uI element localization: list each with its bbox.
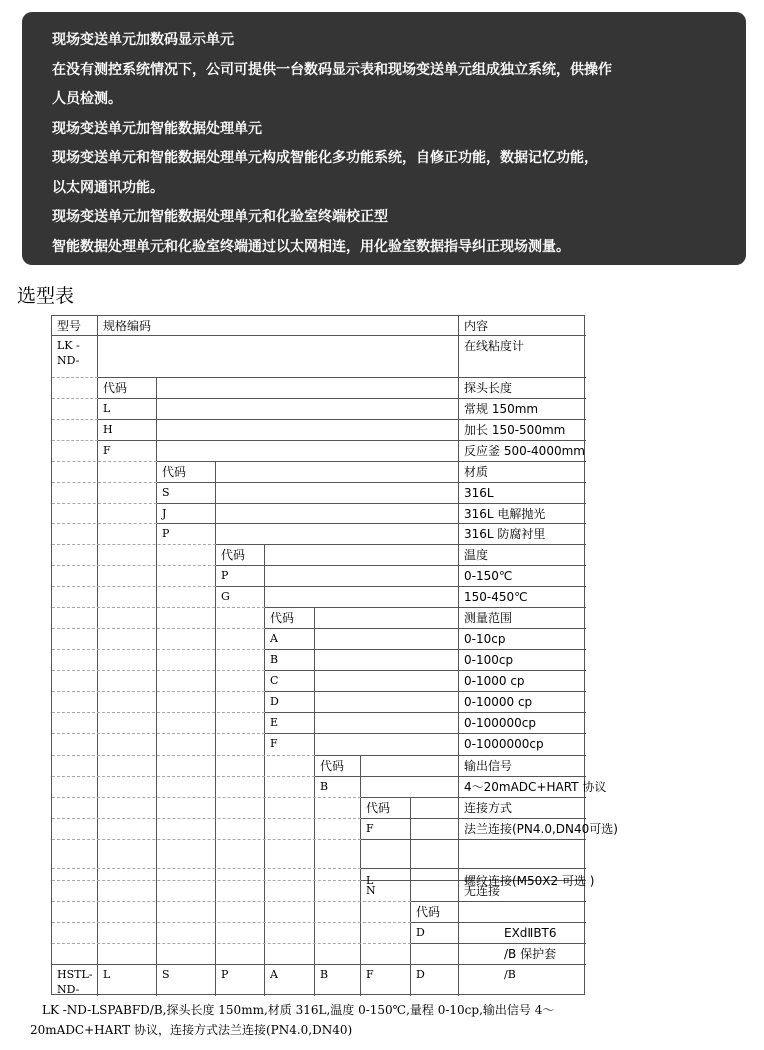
table-grid-line (315, 776, 586, 777)
table-grid-line (52, 818, 361, 819)
table-grid-line (52, 607, 265, 608)
table-grid-line (52, 503, 157, 504)
option-desc: 316L (464, 486, 494, 500)
group-title: 测量范围 (464, 611, 513, 625)
table-grid-line (157, 461, 586, 462)
option-desc: 法兰连接(PN4.0,DN40可选) (464, 822, 618, 836)
option-desc: 加长 150-500mm (464, 423, 566, 437)
option-desc: EXdⅡBT6 (504, 926, 557, 940)
intro-line: 智能数据处理单元和化验室终端通过以太网相连，用化验室数据指导纠正现场测量。 (52, 238, 570, 255)
example-code: L (103, 968, 111, 981)
option-code: C (270, 674, 279, 687)
table-grid-line (98, 398, 586, 399)
table-grid-line (410, 798, 411, 996)
code-label: 代码 (320, 759, 345, 773)
table-grid-line (52, 335, 586, 336)
table-grid-line (411, 922, 586, 923)
table-grid-line (52, 544, 216, 545)
example-code: /B (504, 968, 516, 981)
option-desc: 0-10000 cp (464, 695, 533, 709)
option-desc: 0-10cp (464, 632, 506, 646)
table-grid-line (157, 503, 586, 504)
option-desc: 150-450℃ (464, 590, 528, 604)
option-code: F (270, 737, 278, 750)
option-desc: 0-1000000cp (464, 737, 544, 751)
table-grid-line (314, 608, 315, 996)
option-code: D (270, 695, 279, 708)
option-code: J (162, 507, 167, 520)
intro-line: 以太网通讯功能。 (52, 179, 164, 196)
table-grid-line (411, 901, 586, 902)
intro-line: 现场变送单元加智能数据处理单元 (52, 120, 262, 137)
model-desc: 在线粘度计 (464, 339, 525, 353)
header-spec: 规格编码 (103, 319, 152, 333)
table-grid-line (52, 755, 315, 756)
option-desc: 4～20mADC+HART 协议 (464, 780, 607, 794)
table-grid-line (265, 712, 586, 713)
table-grid-line (52, 901, 411, 902)
table-grid-line (52, 461, 157, 462)
table-grid-line (52, 398, 98, 399)
option-code: E (270, 716, 279, 729)
option-code: D (416, 926, 425, 939)
section-title: 选型表 (17, 285, 75, 307)
table-grid-line (315, 755, 586, 756)
group-title: 输出信号 (464, 759, 513, 773)
table-grid-line (411, 943, 586, 944)
option-desc: 0-150℃ (464, 569, 513, 583)
example-model: ND- (57, 983, 80, 996)
intro-panel (22, 12, 746, 265)
table-grid-line (98, 419, 586, 420)
code-label: 代码 (221, 548, 246, 562)
example-code: P (221, 968, 229, 981)
code-label: 代码 (366, 801, 391, 815)
group-title: 温度 (464, 548, 489, 562)
example-note-line: 20mADC+HART 协议，连接方式法兰连接(PN4.0,DN40) (30, 1023, 353, 1037)
code-label: 代码 (162, 465, 187, 479)
option-desc: 316L 防腐衬里 (464, 527, 546, 541)
table-grid-line (216, 586, 586, 587)
table-grid-line (52, 943, 411, 944)
table-grid-line (156, 378, 157, 996)
example-code: D (416, 968, 425, 981)
table-grid-line (98, 440, 586, 441)
option-desc: 0-100cp (464, 653, 514, 667)
option-code: P (162, 527, 170, 540)
header-model: 型号 (57, 319, 82, 333)
option-desc: /B 保护套 (504, 947, 557, 961)
example-note (30, 1000, 590, 1040)
table-grid-line (52, 649, 265, 650)
example-code: F (366, 968, 374, 981)
group-title: 连接方式 (464, 801, 513, 815)
table-grid-line (265, 628, 586, 629)
intro-line: 人员检测。 (52, 91, 122, 107)
option-desc: 螺纹连接(M50X2 可选 ) (464, 874, 595, 888)
example-code: A (270, 968, 278, 981)
example-code: B (320, 968, 329, 981)
table-grid-line (52, 377, 98, 378)
option-code: B (320, 780, 329, 793)
model-code: LK - (57, 339, 80, 352)
table-grid-line (97, 316, 98, 996)
option-code: F (103, 444, 111, 457)
table-grid-line (52, 776, 315, 777)
table-grid-line (52, 868, 361, 869)
table-grid-line (216, 565, 586, 566)
intro-line: 现场变送单元加智能数据处理单元和化验室终端校正型 (52, 209, 388, 225)
option-code: F (366, 822, 374, 835)
table-grid-line (52, 797, 361, 798)
table-grid-line (52, 523, 157, 524)
option-code: S (162, 486, 170, 499)
group-title: 材质 (464, 465, 489, 479)
intro-line: 在没有测控系统情况下，公司可提供一台数码显示表和现场变送单元组成独立系统，供操作 (52, 61, 612, 78)
option-code: A (270, 632, 278, 645)
table-grid-line (52, 712, 265, 713)
table-grid-line (215, 462, 216, 996)
table-grid-line (52, 419, 98, 420)
table-grid-line (52, 482, 157, 483)
table-grid-line (52, 565, 216, 566)
group-title: 探头长度 (464, 381, 513, 395)
table-grid-line (265, 691, 586, 692)
option-desc: 316L 电解抛光 (464, 507, 546, 521)
option-desc: 反应釜 500-4000mm (464, 444, 585, 458)
option-code: N (366, 884, 376, 897)
table-grid-line (361, 868, 586, 869)
option-desc: 常规 150mm (464, 402, 539, 416)
example-code: S (162, 968, 170, 981)
table-grid-line (52, 839, 361, 840)
table-grid-line (52, 628, 265, 629)
table-grid-line (52, 964, 586, 965)
table-grid-line (264, 545, 265, 996)
code-label: 代码 (416, 905, 441, 919)
table-grid-line (361, 839, 586, 840)
option-desc: 0-100000cp (464, 716, 536, 730)
table-grid-line (98, 377, 586, 378)
table-grid-line (265, 670, 586, 671)
table-grid-line (52, 670, 265, 671)
option-desc: 0-1000 cp (464, 674, 525, 688)
table-grid-line (216, 544, 586, 545)
table-grid-line (157, 482, 586, 483)
table-grid-line (265, 733, 586, 734)
table-grid-line (458, 316, 459, 996)
model-code: ND- (57, 354, 80, 367)
option-code: G (221, 590, 230, 603)
intro-line: 现场变送单元和智能数据处理单元构成智能化多功能系统，自修正功能，数据记忆功能， (52, 150, 598, 166)
table-grid-line (361, 818, 586, 819)
table-grid-line (52, 586, 216, 587)
table-grid-line (52, 922, 411, 923)
table-grid-line (361, 797, 586, 798)
code-label: 代码 (103, 381, 128, 395)
code-label: 代码 (270, 611, 295, 625)
option-code: B (270, 653, 279, 666)
table-grid-line (265, 607, 586, 608)
header-content: 内容 (464, 319, 489, 333)
option-code: H (103, 423, 113, 436)
option-code: P (221, 569, 229, 582)
table-grid-line (52, 691, 265, 692)
table-grid-line (265, 649, 586, 650)
option-code: L (103, 402, 111, 415)
option-code: L (366, 874, 374, 887)
option-desc: 无连接 (464, 884, 501, 898)
table-grid-line (360, 756, 361, 996)
table-grid-line (52, 440, 98, 441)
intro-line: 现场变送单元加数码显示单元 (52, 32, 234, 48)
example-note-line: LK -ND-LSPABFD/B,探头长度 150mm,材质 316L,温度 0-150℃,量程 0-10cp,输出信号 4～ (42, 1003, 555, 1017)
selection-table (51, 315, 618, 996)
table-grid-line (52, 733, 265, 734)
table-grid-line (52, 880, 361, 881)
example-model: HSTL- (57, 968, 93, 981)
table-grid-line (157, 523, 586, 524)
